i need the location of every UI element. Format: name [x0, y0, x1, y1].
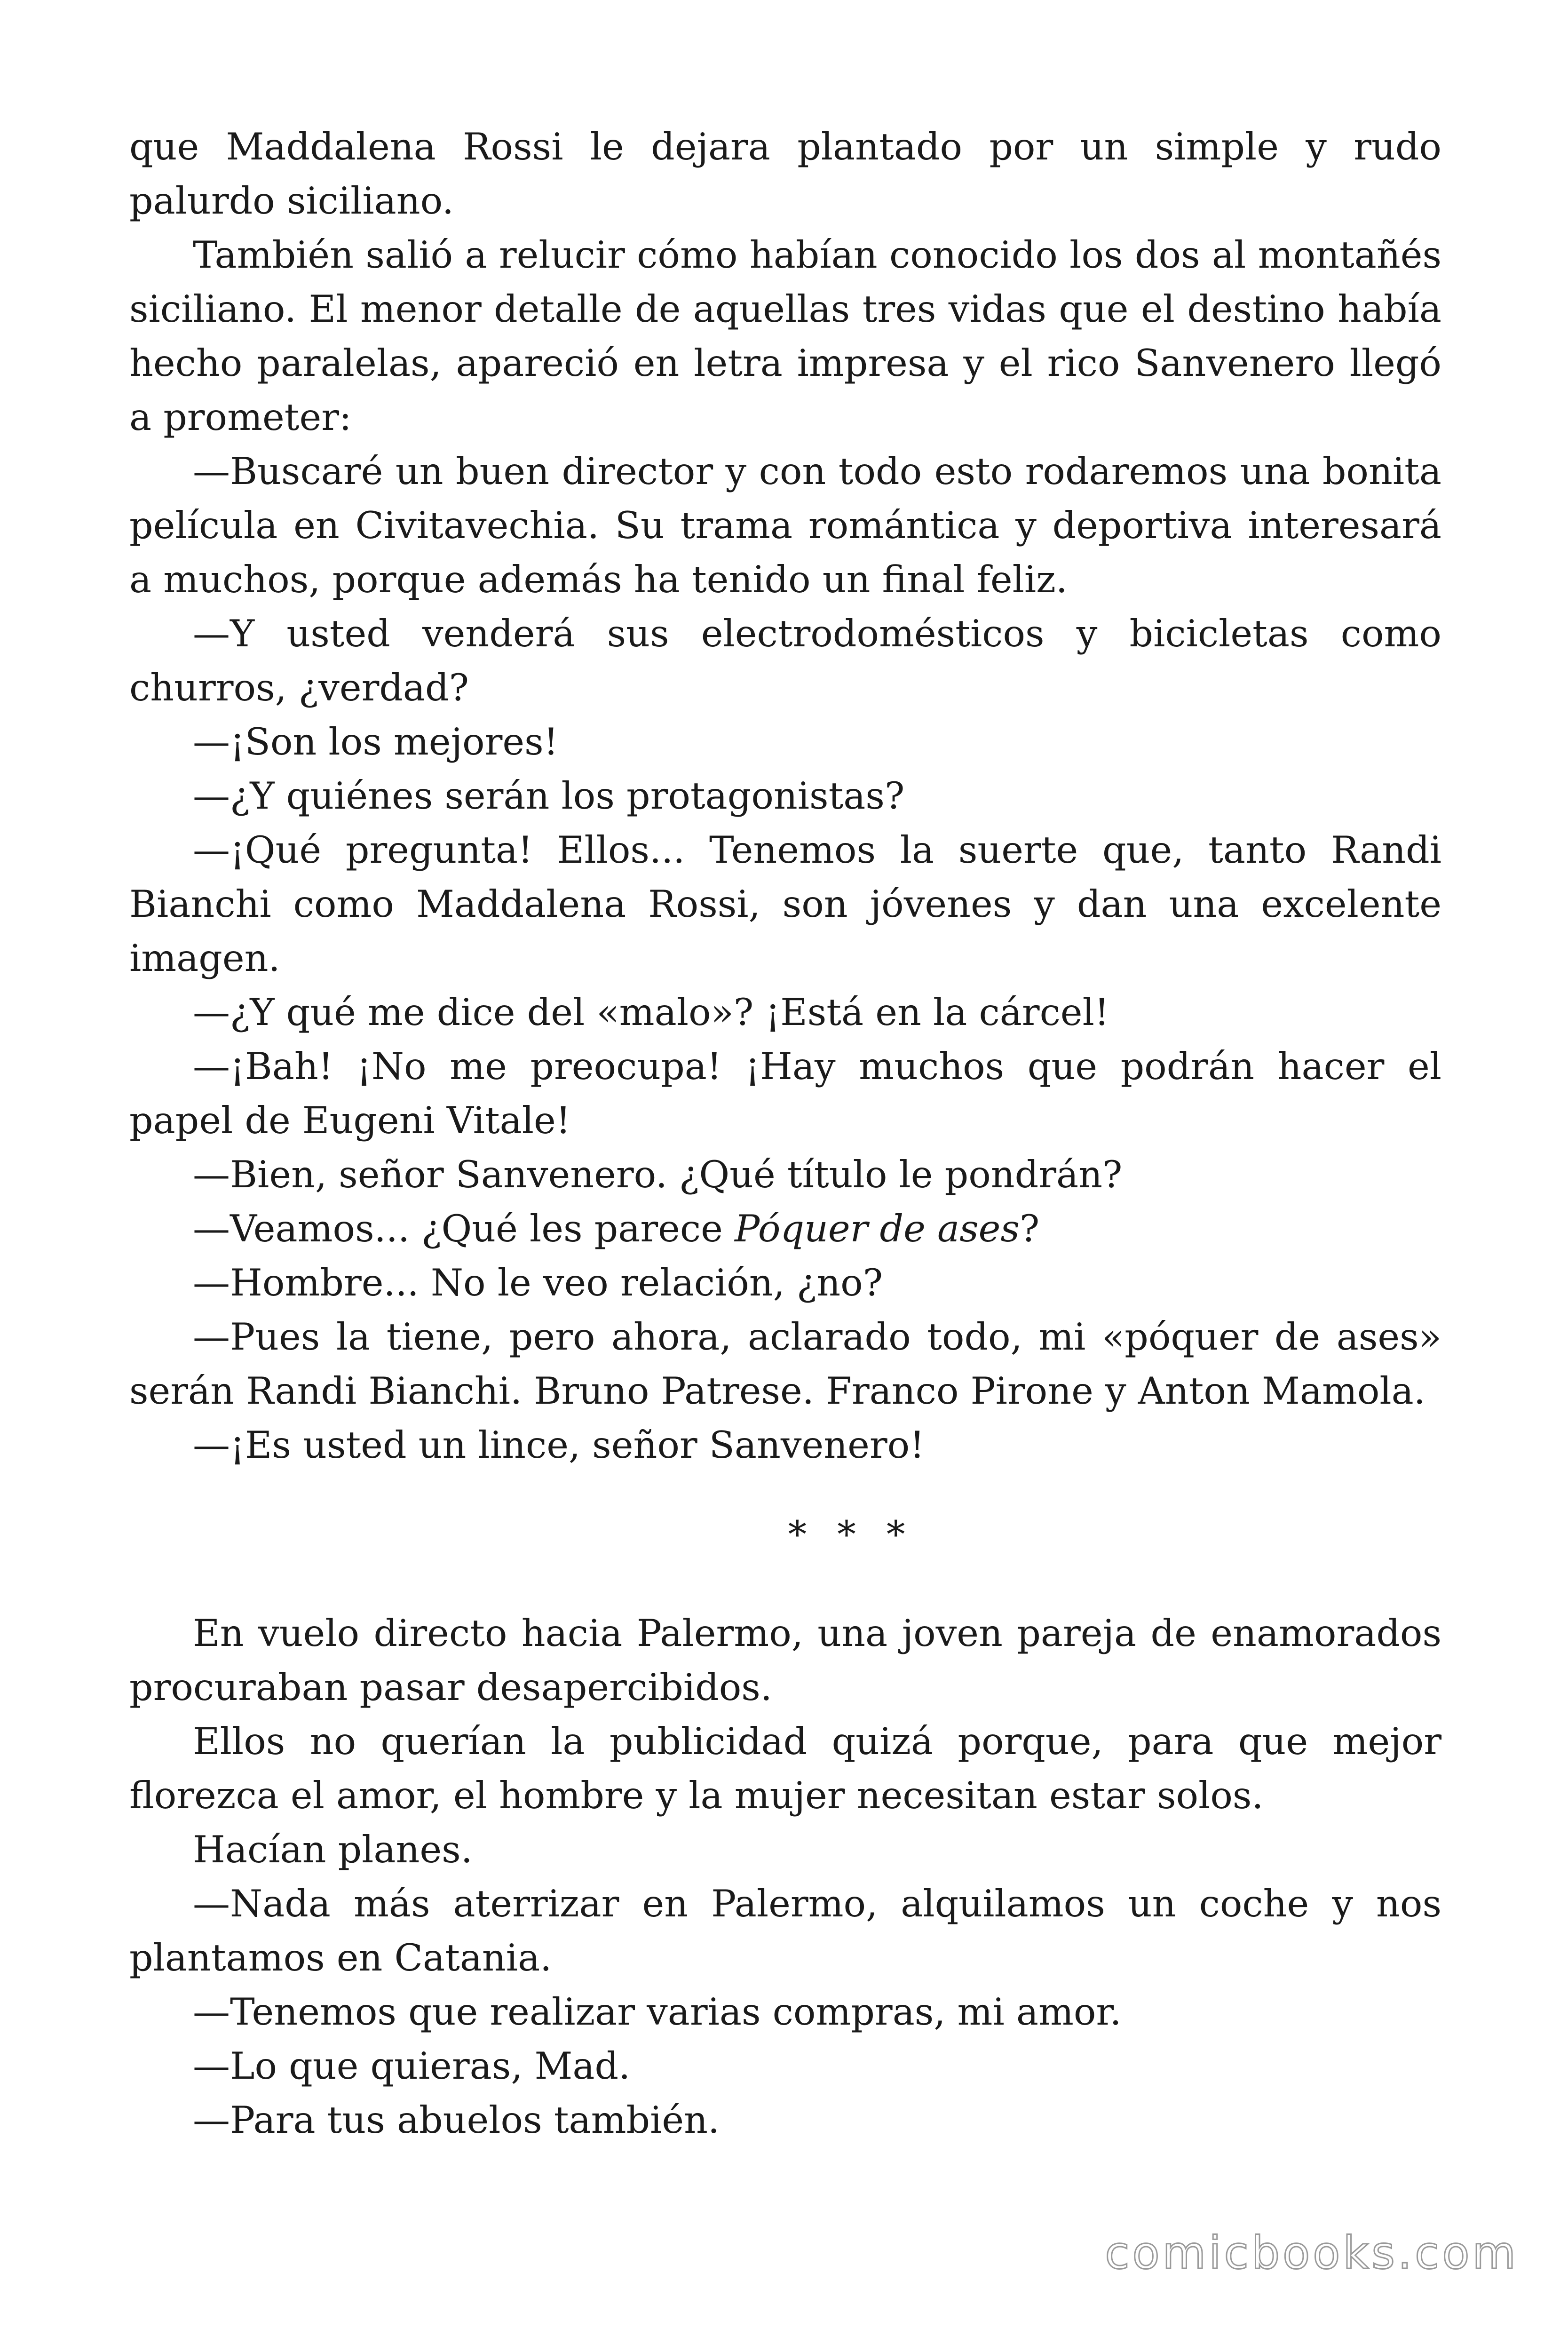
dialogue-text: —Veamos... ¿Qué les parece	[193, 1207, 735, 1250]
paragraph: También salió a relucir cómo habían conocido los dos al montañés siciliano. El menor detalle de aquellas tres vidas que el destino había hecho paralelas, apareció en letra impresa y el rico Sanvenero llegó a prometer:	[129, 233, 1441, 439]
section-separator: * * *	[788, 1513, 915, 1556]
dialogue-line: —Tenemos que realizar varias compras, mi amor.	[193, 1990, 1122, 2034]
dialogue-line: —¡Es usted un lince, señor Sanvenero!	[193, 1423, 925, 1467]
dialogue-line: —Lo que quieras, Mad.	[193, 2044, 631, 2088]
paragraph: Ellos no querían la publicidad quizá porque, para que mejor florezca el amor, el hombre y la mujer necesitan estar solos.	[129, 1720, 1441, 1817]
dialogue-line: —Y usted venderá sus electrodomésticos y bicicletas como churros, ¿verdad?	[129, 612, 1441, 709]
film-title: Póquer de ases	[734, 1207, 1020, 1250]
dialogue-line: —¿Y quiénes serán los protagonistas?	[193, 774, 905, 818]
dialogue-line: —¡Son los mejores!	[193, 720, 559, 763]
dialogue-line: —¡Qué pregunta! Ellos... Tenemos la suerte que, tanto Randi Bianchi como Maddalena Rossi, son jóvenes y dan una excelente imagen.	[129, 828, 1441, 980]
dialogue-line: —Para tus abuelos también.	[193, 2098, 720, 2142]
dialogue-line: —¿Y qué me dice del «malo»? ¡Está en la cárcel!	[193, 991, 1109, 1034]
page-body	[129, 120, 1441, 2147]
dialogue-line: —Buscaré un buen director y con todo esto rodaremos una bonita película en Civitavechia. Su trama romántica y deportiva interesará a muchos, porque además ha tenido un final feliz.	[129, 450, 1441, 601]
dialogue-line: —Hombre... No le veo relación, ¿no?	[193, 1261, 883, 1304]
dialogue-line	[129, 1202, 1441, 1256]
dialogue-line: —Pues la tiene, pero ahora, aclarado todo, mi «póquer de ases» serán Randi Bianchi. Bruno Patrese. Franco Pirone y Anton Mamola.	[129, 1315, 1441, 1413]
watermark: comicbooks.com	[1105, 2227, 1519, 2279]
paragraph: En vuelo directo hacia Palermo, una joven pareja de enamorados procuraban pasar desapercibidos.	[129, 1612, 1441, 1709]
dialogue-line: —Bien, señor Sanvenero. ¿Qué título le pondrán?	[193, 1153, 1123, 1196]
paragraph: Hacían planes.	[193, 1828, 473, 1871]
paragraph: que Maddalena Rossi le dejara plantado por un simple y rudo palurdo siciliano.	[129, 125, 1441, 222]
dialogue-line: —¡Bah! ¡No me preocupa! ¡Hay muchos que podrán hacer el papel de Eugeni Vitale!	[129, 1045, 1441, 1142]
dialogue-text: ?	[1019, 1207, 1040, 1250]
dialogue-line: —Nada más aterrizar en Palermo, alquilamos un coche y nos plantamos en Catania.	[129, 1882, 1441, 1979]
